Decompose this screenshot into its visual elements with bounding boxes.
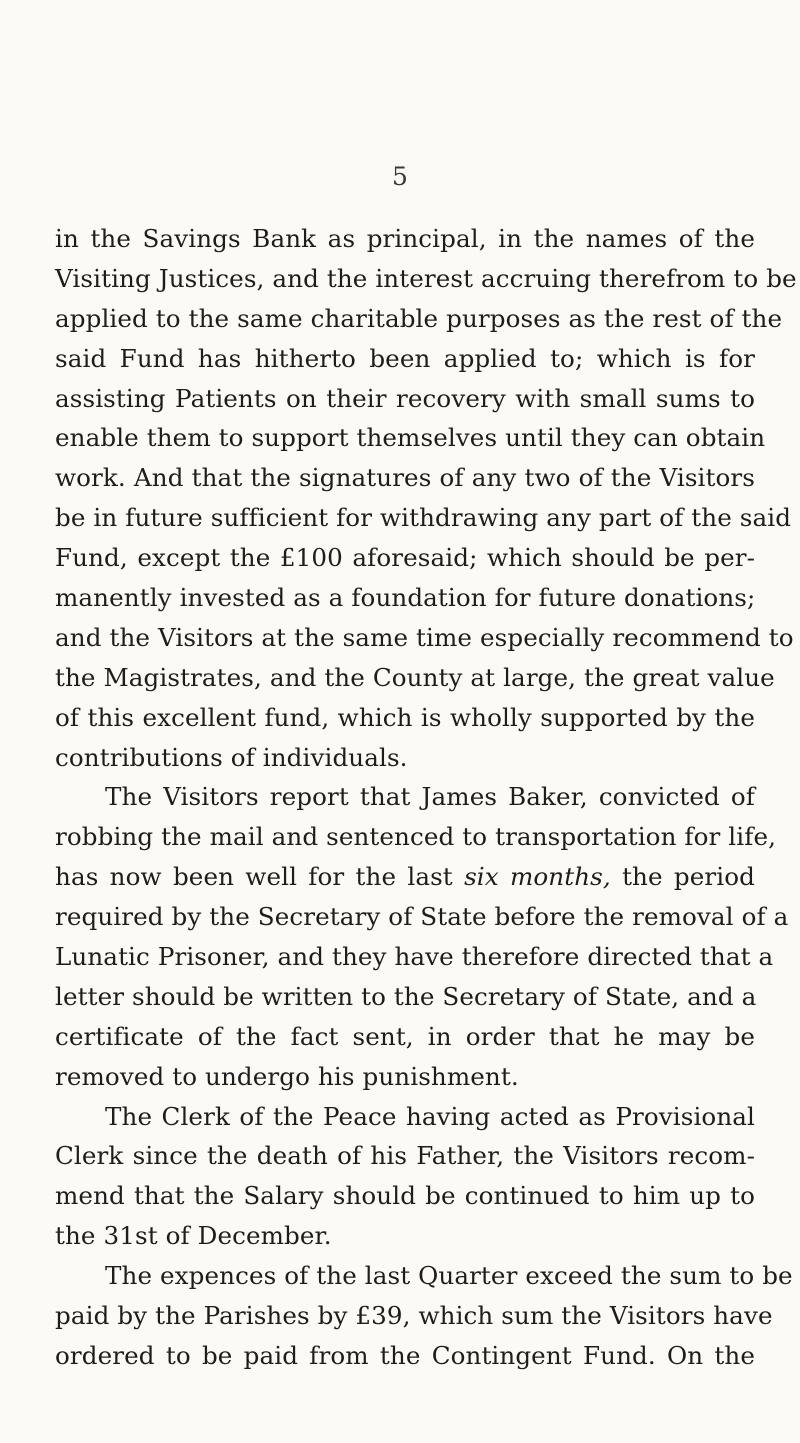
text-line: said Fund has hitherto been applied to; which is for <box>55 343 755 373</box>
text-line: mend that the Salary should be continued to him up to <box>55 1181 755 1211</box>
text-line: Visiting Justices, and the interest accruing therefrom to be <box>55 263 797 293</box>
text-line: the 31st of December. <box>55 1221 332 1251</box>
text-line: applied to the same charitable purposes as the rest of the <box>55 303 783 333</box>
text-line: certificate of the fact sent, in order that he may be <box>55 1021 755 1051</box>
text-line: ordered to be paid from the Contingent Fund. On the <box>55 1340 755 1370</box>
text-line: manently invested as a foundation for future donations; <box>55 583 756 613</box>
text-line: assisting Patients on their recovery with small sums to <box>55 383 755 413</box>
text-segment: the period <box>622 862 755 892</box>
text-line: letter should be written to the Secretary of State, and a <box>55 981 757 1011</box>
text-line: Lunatic Prisoner, and they have therefore directed that a <box>55 942 774 972</box>
text-line: enable them to support themselves until they can obtain <box>55 423 766 453</box>
italic-emphasis: six months, <box>464 862 611 892</box>
text-line: Fund, except the £100 aforesaid; which should be per- <box>55 543 755 573</box>
text-line: in the Savings Bank as principal, in the names of the <box>55 224 755 253</box>
text-line: of this excellent fund, which is wholly supported by the <box>55 702 755 732</box>
text-line: required by the Secretary of State before the removal of a <box>55 902 789 932</box>
text-line <box>55 857 755 897</box>
text-line: contributions of individuals. <box>55 742 408 772</box>
page-number: 5 <box>392 162 408 191</box>
text-line: robbing the mail and sentenced to transportation for life, <box>55 822 777 852</box>
body-text <box>55 219 797 1376</box>
text-line: Clerk since the death of his Father, the Visitors recom- <box>55 1141 755 1171</box>
text-segment: has now been well for the last <box>55 862 453 892</box>
text-line: and the Visitors at the same time especially recommend to <box>55 622 794 652</box>
text-line: be in future sufficient for withdrawing any part of the said <box>55 503 792 533</box>
text-line: The expences of the last Quarter exceed the sum to be <box>105 1261 793 1291</box>
text-line: paid by the Parishes by £39, which sum the Visitors have <box>55 1301 773 1331</box>
text-line: removed to undergo his punishment. <box>55 1061 519 1091</box>
text-line: The Clerk of the Peace having acted as Provisional <box>105 1101 755 1131</box>
text-line: The Visitors report that James Baker, convicted of <box>105 782 755 812</box>
text-line: work. And that the signatures of any two of the Visitors <box>55 463 755 493</box>
text-line: the Magistrates, and the County at large, the great value <box>55 662 775 692</box>
